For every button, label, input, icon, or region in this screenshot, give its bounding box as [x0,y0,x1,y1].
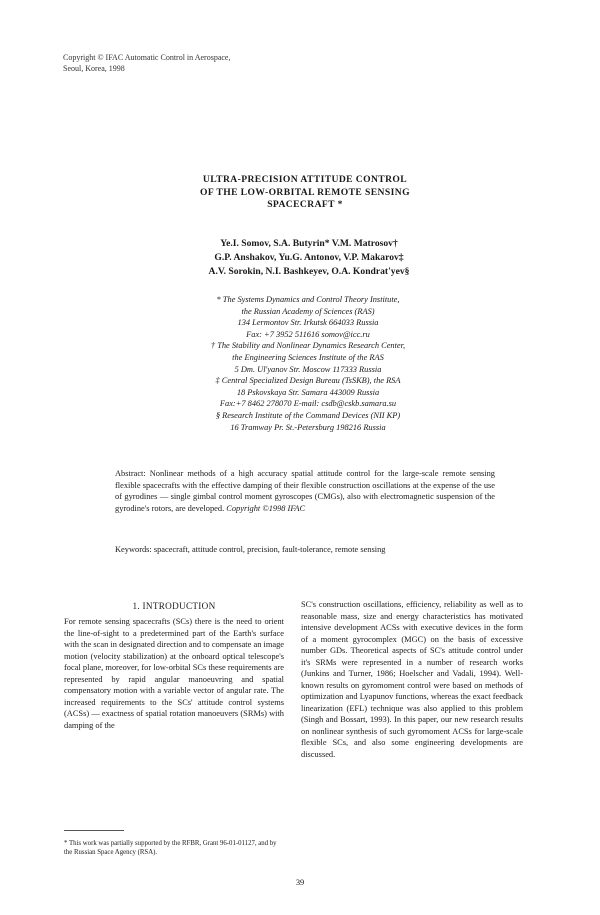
copyright-line: Seoul, Korea, 1998 [63,64,125,73]
copyright-notice [63,52,230,74]
affiliation-line: 18 Pskovskaya Str. Samara 443009 Russia [236,387,380,397]
affiliation-line: Fax: +7 3952 511616 somov@icc.ru [246,329,370,339]
section-heading: 1. INTRODUCTION [132,601,216,611]
paper-title [120,174,490,212]
affiliation-line: 134 Lermontov Str. Irkutsk 664033 Russia [237,318,379,328]
footnote-divider [64,830,124,831]
copyright-line: Copyright © IFAC Automatic Control in Aerospace, [63,53,231,62]
title-line: SPACECRAFT * [267,199,343,210]
author-line: A.V. Sorokin, N.I. Bashkeyev, O.A. Kondrat'yev§ [208,266,410,277]
affiliation-line: § Research Institute of the Command Devices (NII KP) [215,410,401,420]
title-line: OF THE LOW-ORBITAL REMOTE SENSING [200,186,410,198]
author-line: Ye.I. Somov, S.A. Butyrin* V.M. Matrosov† [220,238,398,249]
affiliation-line: † The Stability and Nonlinear Dynamics Research Center, [210,341,406,351]
footnote: * This work was partially supported by the RFBR, Grant 96-01-01127, and by the Russian Space Agency (RSA). [64,840,277,856]
abstract [115,468,495,514]
affiliation-line: Fax:+7 8462 278070 E-mail: csdb@cskb.samara.su [219,399,397,409]
page-number: 39 [295,878,305,887]
affiliations [178,294,438,433]
affiliation-line: ‡ Central Specialized Design Bureau (TsSKB), the RSA [215,376,401,386]
author-line: G.P. Anshakov, Yu.G. Antonov, V.P. Makarov‡ [214,252,404,263]
right-column [301,599,523,760]
left-column [64,600,284,731]
affiliation-line: the Engineering Sciences Institute of the RAS [232,352,384,362]
keywords: Keywords: spacecraft, attitude control, precision, fault-tolerance, remote sensing [115,545,386,554]
title-line: ULTRA-PRECISION ATTITUDE CONTROL [202,174,408,185]
affiliation-line: the Russian Academy of Sciences (RAS) [241,306,375,316]
author-list [150,237,468,279]
affiliation-line: 16 Tramway Pr. St.-Petersburg 198216 Russia [230,422,386,432]
body-paragraph: SC's construction oscillations, efficiency, reliability as well as to reasonable mass, size and energy characteristics has motivated intensive development ACSs with executive devices in the form of a moment gyrocomplex (MGC) on the basis of excessive number GDs. Theoretical aspects of SC's attitude control under it's SRMs were represented in a number of research works (Junkins and Turner, 1986; Hoelscher and Vadali, 1994). Well-known results on gyromoment control were based on methods of optimization and Lyapunov functions, whereas the exact feedback linearization (EFL) technique was also applied to this problem (Singh and Bossart, 1993). In this paper, our new research results on nonlinear synthesis of such gyromoment ACSs for large-scale flexible SCs, and also some engineering developments are discussed. [301,600,523,759]
affiliation-line: 5 Dm. Ul'yanov Str. Moscow 117333 Russia [234,364,382,374]
abstract-copyright: Copyright ©1998 IFAC [226,503,306,513]
body-paragraph: For remote sensing spacecrafts (SCs) there is the need to orient the line-of-sight to a predetermined part of the Earth's surface with the scan in designated direction and to compensate an image motion (velocity stabilization) at the onboard optical telescope's focal plane, moreover, for low-orbital SCs these requirements are represented by rapid angular manoeuvring and spatial compensatory motion with a variable vector of angular rate. The increased requirements to the SCs' attitude control systems (ACSs) — exactness of spatial rotation manoeuvers (SRMs) with damping of the [64,617,284,730]
affiliation-line: * The Systems Dynamics and Control Theory Institute, [216,295,400,304]
abstract-text: Abstract: Nonlinear methods of a high accuracy spatial attitude control for the large-scale remote sensing flexible spacecrafts with the effective damping of their flexible construction oscillations at the expense of the use of gyrodines — single gimbal control moment gyroscopes (CMGs), also with electromagnetic suspension of the gyrodine's rotors, are developed. [115,469,495,513]
